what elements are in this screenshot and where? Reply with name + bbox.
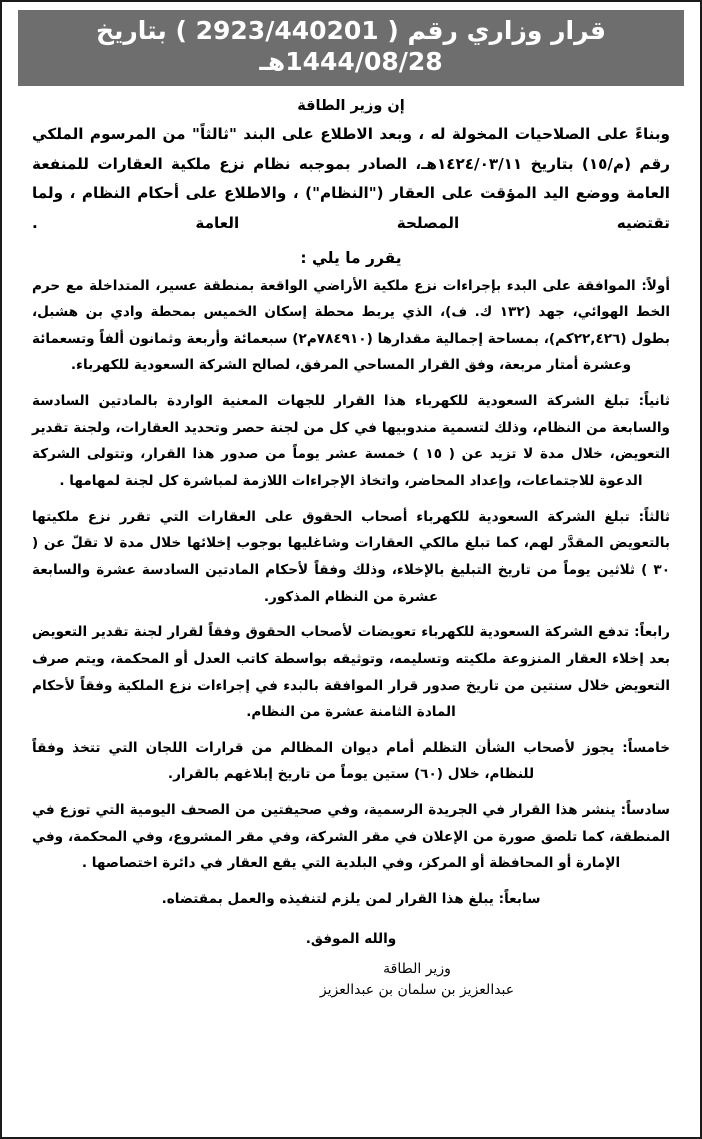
page-content xyxy=(2,2,700,1005)
clause-seventh: سابعاً: يبلغ هذا القرار لمن يلزم لتنفيذه والعمل بمقتضاه. xyxy=(161,891,541,908)
decides-label: يقرر ما يلي : xyxy=(300,248,402,267)
clause-second: ثانياً: تبلغ الشركة السعودية للكهرباء هذا القرار للجهات المعنية الواردة بالمادتين السادسة والسابعة من النظام، وذلك لتسمية مندوبيها في كل من لجنة حصر وتحديد العقارات، ولجنة تقدير التعويض، خلال مدة لا تزيد عن ( ١٥ ) خمسة عشر يوماً من صدور هذا القرار، وتتولى الشركة الدعوة للاجتماعات، وإعداد المحاضر، واتخاذ الإجراءات اللازمة لمباشرة كل لجنة لمهامها . xyxy=(32,393,670,490)
signatory-name: عبدالعزيز بن سلمان بن عبدالعزيز xyxy=(319,981,515,998)
signature-block xyxy=(32,959,670,1001)
signatory-title: وزير الطاقة xyxy=(383,960,451,977)
clause-fourth: رابعاً: تدفع الشركة السعودية للكهرباء تعويضات لأصحاب الحقوق وفقاً لقرار لجنة تقدير التعويض بعد إخلاء العقار المنزوعة ملكيته وتسليمه، وتوثيقه بواسطة كاتب العدل أو المحكمة، ويتم صرف التعويض خلال سنتين من تاريخ صدور قرار الموافقة بالبدء في إجراءات نزع الملكية وفقاً لأحكام المادة الثامنة عشرة من النظام. xyxy=(32,624,670,721)
issuing-authority-line: إن وزير الطاقة xyxy=(297,98,405,114)
decree-header-title: قرار وزاري رقم ( 2923/440201 ) بتاريخ 1444/08/28هـ xyxy=(18,10,684,86)
clause-fifth: خامساً: يجوز لأصحاب الشأن التظلم أمام ديوان المظالم من قرارات اللجان التي تتخذ وفقاً للنظام، خلال (٦٠) ستين يوماً من تاريخ إبلاغهم بالقرار. xyxy=(32,739,670,783)
clause-third: ثالثاً: تبلغ الشركة السعودية للكهرباء أصحاب الحقوق على العقارات التي تقرر نزع ملكيتها بالتعويض المقدَّر لهم، كما تبلغ مالكي العقارات وشاغليها بوجوب إخلائها خلال مدة لا تقلّ عن ( ٣٠ ) ثلاثين يوماً من تاريخ التبليغ بالإخلاء، وذلك وفقاً لأحكام المادتين السادسة عشرة والسابعة عشرة من النظام المذكور. xyxy=(32,508,670,605)
closing-invocation: والله الموفق. xyxy=(305,930,397,947)
clause-sixth: سادساً: ينشر هذا القرار في الجريدة الرسمية، وفي صحيفتين من الصحف اليومية التي توزع في المنطقة، كما تلصق صورة من الإعلان في مقر الشركة، وفي مقر المشروع، وفي المحكمة، وفي الإمارة أو المحافظة أو المركز، وفي البلدية التي يقع العقار في دائرة اختصاصها . xyxy=(32,802,670,872)
clause-first: أولاً: الموافقة على البدء بإجراءات نزع ملكية الأراضي الواقعة بمنطقة عسير، المتداخلة مع حرم الخط الهوائي، جهد (١٣٢ ك. ف)، الذي يربط محطة إسكان الخميس بمحطة وادي بن هشبل، بطول (٢٢,٤٢٦كم)، بمساحة إجمالية مقدارها (٧٨٤٩١٠م٢) سبعمائة وأربعة وثمانون ألفاً وتسعمائة وعشرة أمتار مربعة، وفق القرار المساحي المرفق، لصالح الشركة السعودية للكهرباء. xyxy=(32,277,670,374)
preamble-paragraph: وبناءً على الصلاحيات المخولة له ، وبعد الاطلاع على البند "ثالثاً" من المرسوم الملكي رقم (م/١٥) بتاريخ ١٤٢٤/٠٣/١١هـ، الصادر بموجبه نظام نزع ملكية العقارات للمنفعة العامة ووضع اليد المؤقت على العقار ("النظام") ، والاطلاع على أحكام النظام ، ولما تقتضيه المصلحة العامة . xyxy=(32,125,671,232)
document-body xyxy=(16,98,686,1001)
